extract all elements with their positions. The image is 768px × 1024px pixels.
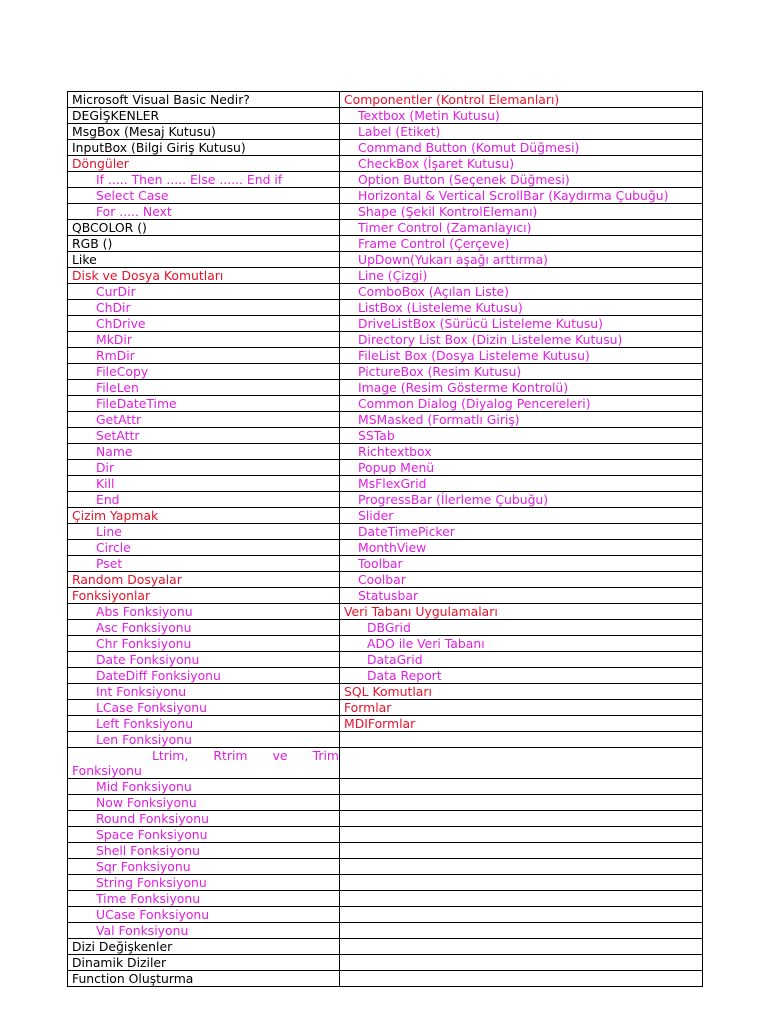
topic-cell: Mid Fonksiyonu [68,779,340,795]
topic-cell: Döngüler [68,156,340,172]
table-row [68,971,703,987]
component-cell: MsFlexGrid [340,476,703,492]
component-cell: Slider [340,508,703,524]
table-row [68,700,703,716]
component-cell: Shape (Şekil KontrolElemanı) [340,204,703,220]
component-cell: Option Button (Seçenek Düğmesi) [340,172,703,188]
table-row [68,188,703,204]
component-cell [340,779,703,795]
table-row [68,923,703,939]
component-cell: ComboBox (Açılan Liste) [340,284,703,300]
topic-cell: Round Fonksiyonu [68,811,340,827]
table-row [68,748,703,779]
table-row [68,827,703,843]
component-cell: ProgressBar (İlerleme Çubuğu) [340,492,703,508]
component-cell: Frame Control (Çerçeve) [340,236,703,252]
component-cell [340,811,703,827]
component-cell: FileList Box (Dosya Listeleme Kutusu) [340,348,703,364]
component-cell: SSTab [340,428,703,444]
component-cell [340,843,703,859]
topic-cell: Dinamik Diziler [68,955,340,971]
component-cell: Directory List Box (Dizin Listeleme Kutusu) [340,332,703,348]
table-row [68,668,703,684]
component-cell: Label (Etiket) [340,124,703,140]
topic-cell: If ..... Then ..... Else ...... End if [68,172,340,188]
table-row [68,204,703,220]
topic-cell: UCase Fonksiyonu [68,907,340,923]
component-cell [340,907,703,923]
component-cell [340,971,703,987]
topic-cell: Line [68,524,340,540]
table-row [68,492,703,508]
component-cell [340,923,703,939]
contents-table-body [68,92,703,987]
table-row [68,108,703,124]
table-row [68,524,703,540]
topic-cell: Val Fonksiyonu [68,923,340,939]
table-row [68,652,703,668]
table-row [68,684,703,700]
table-row [68,348,703,364]
table-row [68,811,703,827]
topic-cell: Sqr Fonksiyonu [68,859,340,875]
topic-cell: SetAttr [68,428,340,444]
topic-cell: Date Fonksiyonu [68,652,340,668]
component-cell [340,795,703,811]
topic-cell: String Fonksiyonu [68,875,340,891]
component-cell: SQL Komutları [340,684,703,700]
topic-cell: Like [68,252,340,268]
table-row [68,460,703,476]
topic-cell: Function Oluşturma [68,971,340,987]
table-row [68,220,703,236]
topic-cell: Abs Fonksiyonu [68,604,340,620]
contents-table [67,91,703,987]
topic-cell: Ltrim, Rtrim ve Trim Fonksiyonu [68,748,340,779]
topic-cell: QBCOLOR () [68,220,340,236]
topic-cell: Disk ve Dosya Komutları [68,268,340,284]
table-row [68,156,703,172]
table-row [68,955,703,971]
component-cell [340,875,703,891]
component-cell: ADO ile Veri Tabanı [340,636,703,652]
component-cell: ListBox (Listeleme Kutusu) [340,300,703,316]
table-row [68,268,703,284]
table-row [68,588,703,604]
topic-cell: Fonksiyonlar [68,588,340,604]
topic-cell: InputBox (Bilgi Giriş Kutusu) [68,140,340,156]
topic-cell: Random Dosyalar [68,572,340,588]
table-row [68,843,703,859]
component-cell: Image (Resim Gösterme Kontrolü) [340,380,703,396]
topic-cell: Microsoft Visual Basic Nedir? [68,92,340,108]
component-cell: DateTimePicker [340,524,703,540]
component-cell: DataGrid [340,652,703,668]
table-row [68,891,703,907]
topic-cell: Çizim Yapmak [68,508,340,524]
table-row [68,92,703,108]
component-cell [340,939,703,955]
table-row [68,716,703,732]
component-cell: Coolbar [340,572,703,588]
table-row [68,396,703,412]
component-cell [340,748,703,779]
topic-cell: MsgBox (Mesaj Kutusu) [68,124,340,140]
component-cell [340,827,703,843]
component-cell: CheckBox (İşaret Kutusu) [340,156,703,172]
topic-cell: Time Fonksiyonu [68,891,340,907]
table-row [68,316,703,332]
topic-cell: Space Fonksiyonu [68,827,340,843]
topic-cell: LCase Fonksiyonu [68,700,340,716]
topic-cell: Dizi Değişkenler [68,939,340,955]
table-row [68,875,703,891]
component-cell: Richtextbox [340,444,703,460]
table-row [68,636,703,652]
table-row [68,939,703,955]
table-row [68,604,703,620]
component-cell: Timer Control (Zamanlayıcı) [340,220,703,236]
component-cell: Statusbar [340,588,703,604]
topic-cell: FileCopy [68,364,340,380]
topic-cell: FileDateTime [68,396,340,412]
table-row [68,364,703,380]
component-cell: Common Dialog (Diyalog Pencereleri) [340,396,703,412]
table-row [68,380,703,396]
component-cell: UpDown(Yukarı aşağı arttırma) [340,252,703,268]
topic-cell: For ..... Next [68,204,340,220]
component-cell: Data Report [340,668,703,684]
topic-cell: Chr Fonksiyonu [68,636,340,652]
component-cell: DriveListBox (Sürücü Listeleme Kutusu) [340,316,703,332]
table-row [68,508,703,524]
topic-cell: DateDiff Fonksiyonu [68,668,340,684]
table-row [68,252,703,268]
table-row [68,795,703,811]
component-cell: MonthView [340,540,703,556]
component-cell [340,955,703,971]
topic-cell: RGB () [68,236,340,252]
table-row [68,300,703,316]
component-cell: Popup Menü [340,460,703,476]
component-cell: Toolbar [340,556,703,572]
table-row [68,620,703,636]
table-row [68,907,703,923]
topic-cell: CurDir [68,284,340,300]
topic-cell: RmDir [68,348,340,364]
component-cell [340,859,703,875]
topic-cell: ChDrive [68,316,340,332]
table-row [68,124,703,140]
topic-cell: Kill [68,476,340,492]
table-row [68,172,703,188]
table-row [68,236,703,252]
component-cell: Componentler (Kontrol Elemanları) [340,92,703,108]
topic-cell: MkDir [68,332,340,348]
topic-cell: Asc Fonksiyonu [68,620,340,636]
component-cell: PictureBox (Resim Kutusu) [340,364,703,380]
topic-cell: GetAttr [68,412,340,428]
topic-cell: Len Fonksiyonu [68,732,340,748]
topic-cell: ChDir [68,300,340,316]
table-row [68,476,703,492]
table-row [68,732,703,748]
table-row [68,332,703,348]
topic-cell: DEGİŞKENLER [68,108,340,124]
topic-cell: Left Fonksiyonu [68,716,340,732]
component-cell: DBGrid [340,620,703,636]
topic-cell: Now Fonksiyonu [68,795,340,811]
topic-cell: Shell Fonksiyonu [68,843,340,859]
table-row [68,140,703,156]
component-cell: Line (Çizgi) [340,268,703,284]
table-row [68,859,703,875]
table-row [68,412,703,428]
topic-cell: Int Fonksiyonu [68,684,340,700]
component-cell: MDIFormlar [340,716,703,732]
component-cell [340,891,703,907]
topic-cell: Select Case [68,188,340,204]
table-row [68,540,703,556]
topic-cell: End [68,492,340,508]
table-row [68,572,703,588]
table-row [68,284,703,300]
component-cell: Formlar [340,700,703,716]
topic-cell: FileLen [68,380,340,396]
topic-cell: Dir [68,460,340,476]
topic-cell: Circle [68,540,340,556]
table-row [68,779,703,795]
component-cell: Command Button (Komut Düğmesi) [340,140,703,156]
topic-cell: Name [68,444,340,460]
component-cell: Veri Tabanı Uygulamaları [340,604,703,620]
table-row [68,444,703,460]
table-row [68,428,703,444]
component-cell: Horizontal & Vertical ScrollBar (Kaydırma Çubuğu) [340,188,703,204]
component-cell [340,732,703,748]
component-cell: Textbox (Metin Kutusu) [340,108,703,124]
table-row [68,556,703,572]
topic-cell: Pset [68,556,340,572]
component-cell: MSMasked (Formatlı Giriş) [340,412,703,428]
